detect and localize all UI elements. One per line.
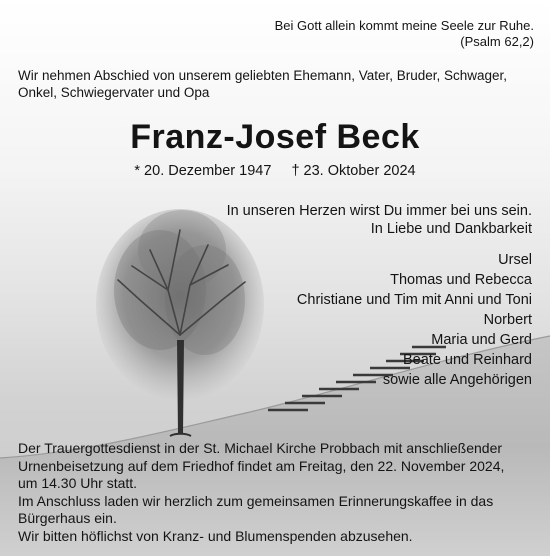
- mourner-entry: sowie alle Angehörigen: [382, 372, 532, 388]
- service-line: Der Trauergottesdienst in der St. Michael Kirche Probbach mit anschließender: [18, 440, 503, 456]
- service-line: Bürgerhaus ein.: [18, 510, 117, 526]
- service-line: Wir bitten höflichst von Kranz- und Blumenspenden abzusehen.: [18, 527, 413, 544]
- birth-date: * 20. Dezember 1947: [134, 163, 272, 179]
- tree-graphic: [96, 209, 264, 436]
- mourners-list: [297, 250, 532, 390]
- mourner-entry: Norbert: [483, 312, 532, 328]
- verse-line: In Liebe und Dankbarkeit: [370, 221, 532, 237]
- mourner-entry: Maria und Gerd: [431, 332, 532, 348]
- death-date: † 23. Oktober 2024: [291, 163, 416, 179]
- mourner-entry: Beate und Reinhard: [403, 352, 532, 368]
- service-line: Urnenbeisetzung auf dem Friedhof findet am Freitag, den 22. November 2024,: [18, 457, 505, 474]
- quote-text: Bei Gott allein kommt meine Seele zur Ruhe.: [274, 18, 534, 33]
- verse-line: In unseren Herzen wirst Du immer bei uns sein.: [226, 203, 532, 219]
- intro-text: Wir nehmen Abschied von unserem geliebten Ehemann, Vater, Bruder, Schwager, Onkel, Schwiegervater und Opa: [18, 68, 508, 100]
- deceased-name: Franz-Josef Beck: [130, 118, 420, 156]
- mourner-entry: Christiane und Tim mit Anni und Toni: [296, 292, 532, 308]
- service-details: [18, 440, 504, 545]
- quote-source: (Psalm 62,2): [460, 34, 534, 49]
- service-line: um 14.30 Uhr statt.: [18, 475, 138, 491]
- mourner-entry: Ursel: [498, 252, 532, 268]
- life-dates: [0, 162, 550, 180]
- bible-quote: [275, 18, 534, 50]
- service-line: Im Anschluss laden wir herzlich zum gemeinsamen Erinnerungskaffee in das: [18, 492, 494, 509]
- memorial-verse: [227, 202, 532, 238]
- mourner-entry: Thomas und Rebecca: [390, 272, 532, 288]
